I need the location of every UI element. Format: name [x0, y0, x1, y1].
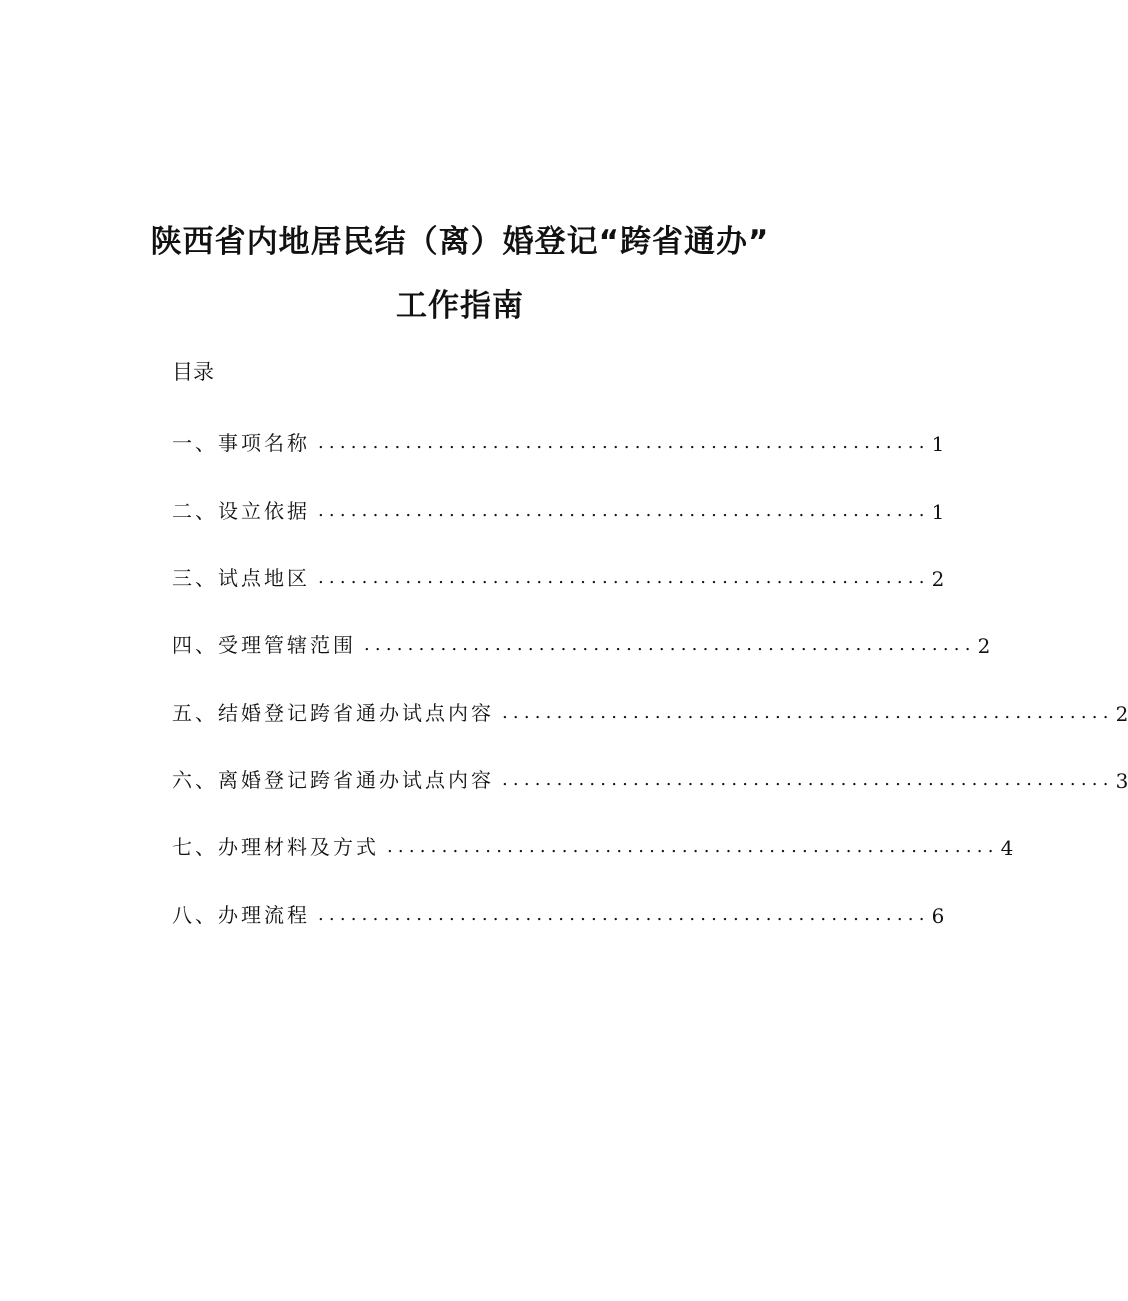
- toc-entry-page: 2: [977, 634, 991, 658]
- toc-leader-dots: ........................................................: [318, 904, 930, 925]
- toc-entry[interactable]: [172, 826, 1014, 860]
- toc-heading: 目录: [172, 360, 214, 384]
- document-title-line1: 陕西省内地居民结（离）婚登记“跨省通办”: [150, 224, 770, 260]
- toc-leader-dots: ........................................................: [318, 567, 930, 588]
- toc-leader-dots: ........................................................: [502, 769, 1114, 790]
- toc-leader-dots: ........................................................: [318, 500, 930, 521]
- toc-entry-page: 1: [931, 432, 945, 456]
- toc-entry[interactable]: [172, 692, 1128, 726]
- toc-entry[interactable]: [172, 422, 945, 456]
- toc-entry[interactable]: [172, 894, 945, 928]
- toc-entry[interactable]: [172, 624, 991, 658]
- toc-entry-page: 3: [1115, 769, 1128, 793]
- document-title-line2: 工作指南: [396, 288, 524, 324]
- toc-entry-page: 1: [931, 500, 945, 524]
- toc-entry-page: 4: [1000, 836, 1014, 860]
- toc-entry-label: 一、事项名称: [172, 431, 310, 455]
- toc-entry[interactable]: [172, 759, 1128, 793]
- toc-entry-page: 6: [931, 904, 945, 928]
- toc-leader-dots: ........................................................: [502, 702, 1114, 723]
- toc-entry-label: 五、结婚登记跨省通办试点内容: [172, 701, 494, 725]
- toc-entry-label: 七、办理材料及方式: [172, 835, 379, 859]
- toc-entry-label: 三、试点地区: [172, 566, 310, 590]
- toc-entry-page: 2: [931, 567, 945, 591]
- toc-leader-dots: ........................................................: [364, 634, 976, 655]
- toc-entry-label: 二、设立依据: [172, 499, 310, 523]
- toc-entry-label: 四、受理管辖范围: [172, 633, 356, 657]
- toc-entry-label: 六、离婚登记跨省通办试点内容: [172, 768, 494, 792]
- toc-entry[interactable]: [172, 557, 945, 591]
- toc-leader-dots: ........................................................: [387, 836, 999, 857]
- toc-entry-page: 2: [1115, 702, 1128, 726]
- toc-entry-label: 八、办理流程: [172, 903, 310, 927]
- toc-leader-dots: ........................................................: [318, 432, 930, 453]
- toc-entry[interactable]: [172, 490, 945, 524]
